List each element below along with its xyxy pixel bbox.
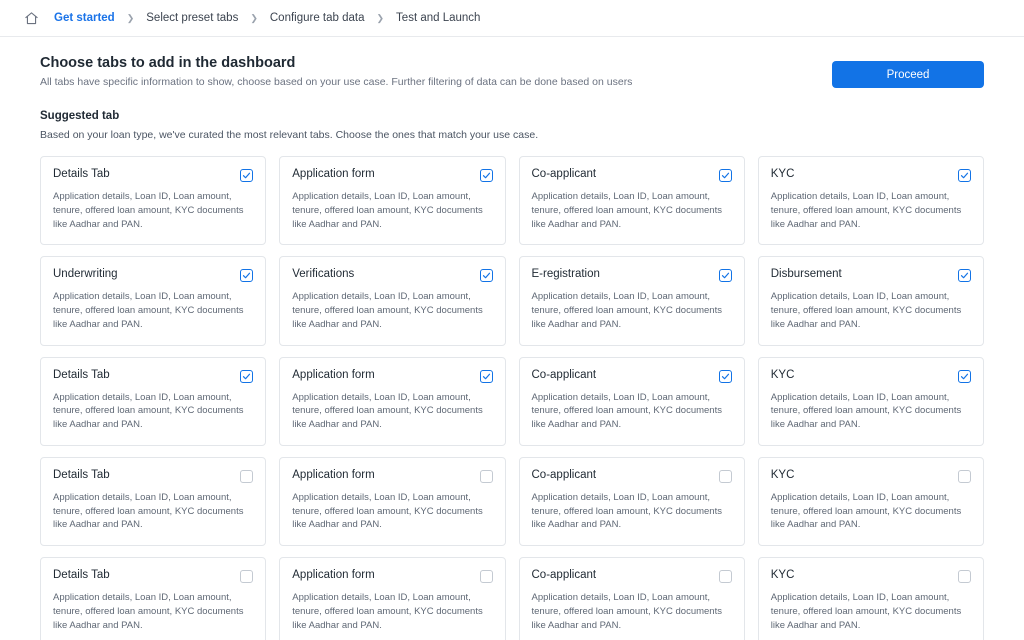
tab-card-title: Disbursement: [770, 268, 842, 281]
suggested-title: Suggested tab: [40, 110, 120, 122]
tab-card-title: Underwriting: [53, 268, 118, 281]
tab-card-header: [53, 469, 253, 483]
tab-card-checkbox[interactable]: [480, 570, 493, 583]
tab-card-checkbox[interactable]: [719, 470, 732, 483]
tab-card-checkbox[interactable]: [958, 370, 971, 383]
tab-card-description: Application details, Loan ID, Loan amount, tenure, offered loan amount, KYC documents like Aadhar and PAN.: [292, 592, 483, 631]
tab-card-description: Application details, Loan ID, Loan amount, tenure, offered loan amount, KYC documents like Aadhar and PAN.: [770, 391, 962, 431]
tab-card-checkbox[interactable]: [240, 269, 253, 282]
proceed-button[interactable]: Proceed: [832, 61, 984, 88]
tab-card-title: Application form: [292, 468, 375, 481]
tab-card-checkbox[interactable]: [958, 169, 971, 182]
home-icon[interactable]: [22, 9, 40, 27]
tab-card-description: Application details, Loan ID, Loan amount, tenure, offered loan amount, KYC documents like Aadhar and PAN.: [53, 391, 244, 431]
tab-card-checkbox[interactable]: [958, 470, 971, 483]
tab-card-title: KYC: [770, 569, 795, 582]
tab-card-header: [532, 369, 732, 383]
tab-card-header: [532, 168, 732, 182]
tab-card-checkbox[interactable]: [240, 570, 253, 583]
tab-card-grid: [40, 156, 984, 640]
tab-card-title: Co-applicant: [531, 168, 597, 180]
tab-card-title: KYC: [770, 168, 795, 180]
tab-card-checkbox[interactable]: [480, 269, 493, 282]
tab-card-description: Application details, Loan ID, Loan amount, tenure, offered loan amount, KYC documents like Aadhar and PAN.: [531, 592, 722, 631]
breadcrumb-item-configure-tab-data[interactable]: Configure tab data: [269, 12, 365, 24]
tab-card-description: Application details, Loan ID, Loan amount, tenure, offered loan amount, KYC documents like Aadhar and PAN.: [770, 191, 962, 230]
header-text-block: [40, 55, 632, 88]
tab-card-header: [53, 569, 253, 583]
tab-card-title: Co-applicant: [531, 368, 597, 381]
breadcrumb-item-select-preset-tabs[interactable]: Select preset tabs: [146, 12, 239, 24]
tab-card-title: KYC: [770, 468, 795, 481]
tab-card-header: [292, 168, 492, 182]
tab-card-checkbox[interactable]: [719, 169, 732, 182]
tab-card[interactable]: [279, 156, 505, 245]
tab-card-header: [292, 469, 492, 483]
page-header: [0, 37, 1024, 88]
tab-card-header: [771, 569, 971, 583]
tab-card-title: Details Tab: [53, 168, 110, 180]
page-subtitle: All tabs have specific information to show, choose based on your use case. Further filtering of data can be done based on users: [40, 76, 633, 88]
tab-card-description: Application details, Loan ID, Loan amount, tenure, offered loan amount, KYC documents like Aadhar and PAN.: [531, 391, 722, 431]
tab-card-header: [532, 268, 732, 282]
tab-card-title: Application form: [292, 368, 375, 381]
tab-card-header: [771, 268, 971, 282]
tab-card[interactable]: [758, 357, 984, 446]
tab-card-header: [532, 569, 732, 583]
tab-card[interactable]: [279, 457, 505, 546]
tab-card-header: [532, 469, 732, 483]
tab-card-title: Co-applicant: [531, 468, 597, 481]
suggested-section: [0, 88, 1024, 141]
breadcrumb-separator: ❯: [126, 12, 135, 23]
tab-card-title: Verifications: [292, 268, 355, 281]
tab-card-header: [53, 168, 253, 182]
tab-card[interactable]: [519, 156, 745, 245]
tab-card-description: Application details, Loan ID, Loan amount, tenure, offered loan amount, KYC documents like Aadhar and PAN.: [53, 491, 244, 531]
tab-card-title: Co-applicant: [531, 569, 597, 582]
tab-card-description: Application details, Loan ID, Loan amount, tenure, offered loan amount, KYC documents like Aadhar and PAN.: [770, 291, 962, 330]
tab-card[interactable]: [519, 357, 745, 446]
tab-card[interactable]: [40, 156, 266, 245]
tab-card-header: [53, 268, 253, 282]
breadcrumb-item-get-started[interactable]: Get started: [54, 12, 115, 24]
tab-card[interactable]: [519, 457, 745, 546]
tab-card-checkbox[interactable]: [240, 169, 253, 182]
suggested-subtitle: Based on your loan type, we've curated the most relevant tabs. Choose the ones that match your use case.: [40, 129, 539, 141]
tab-card-title: Details Tab: [53, 569, 110, 582]
tab-card-description: Application details, Loan ID, Loan amount, tenure, offered loan amount, KYC documents like Aadhar and PAN.: [531, 291, 722, 330]
tab-card-header: [771, 469, 971, 483]
tab-card-description: Application details, Loan ID, Loan amount, tenure, offered loan amount, KYC documents like Aadhar and PAN.: [531, 491, 722, 531]
tab-card[interactable]: [279, 557, 505, 640]
tab-card-description: Application details, Loan ID, Loan amount, tenure, offered loan amount, KYC documents like Aadhar and PAN.: [53, 191, 244, 230]
tab-card[interactable]: [519, 557, 745, 640]
tab-card-checkbox[interactable]: [240, 370, 253, 383]
breadcrumb: [0, 0, 1024, 37]
tab-card-checkbox[interactable]: [719, 370, 732, 383]
tab-card-description: Application details, Loan ID, Loan amount, tenure, offered loan amount, KYC documents like Aadhar and PAN.: [770, 592, 962, 631]
tab-card[interactable]: [519, 256, 745, 345]
tab-card-title: E-registration: [531, 268, 600, 281]
tab-card-header: [771, 369, 971, 383]
tab-card-checkbox[interactable]: [240, 470, 253, 483]
tab-card[interactable]: [279, 357, 505, 446]
tab-card-checkbox[interactable]: [480, 370, 493, 383]
tab-card-checkbox[interactable]: [958, 570, 971, 583]
tab-card-title: Details Tab: [53, 368, 110, 381]
tab-card-description: Application details, Loan ID, Loan amount, tenure, offered loan amount, KYC documents like Aadhar and PAN.: [531, 191, 722, 230]
tab-card-header: [292, 569, 492, 583]
tab-card-checkbox[interactable]: [958, 269, 971, 282]
tab-card[interactable]: [279, 256, 505, 345]
page-title: Choose tabs to add in the dashboard: [40, 55, 296, 71]
breadcrumb-separator: ❯: [376, 12, 385, 23]
tab-card-title: Application form: [292, 168, 375, 180]
tab-card-header: [53, 369, 253, 383]
tab-card-description: Application details, Loan ID, Loan amount, tenure, offered loan amount, KYC documents like Aadhar and PAN.: [292, 291, 483, 330]
tab-card[interactable]: [758, 256, 984, 345]
breadcrumb-separator: ❯: [250, 12, 258, 23]
tab-card[interactable]: [758, 457, 984, 546]
tab-card[interactable]: [40, 357, 266, 446]
tab-card-header: [771, 168, 971, 182]
breadcrumb-item-test-and-launch[interactable]: Test and Launch: [396, 12, 481, 24]
tab-card[interactable]: [40, 557, 266, 640]
tab-card-checkbox[interactable]: [480, 169, 493, 182]
tab-card-description: Application details, Loan ID, Loan amount, tenure, offered loan amount, KYC documents like Aadhar and PAN.: [53, 291, 244, 330]
tab-card-checkbox[interactable]: [480, 470, 493, 483]
tab-card[interactable]: [40, 457, 266, 546]
tab-card-title: KYC: [770, 368, 795, 381]
tab-card-description: Application details, Loan ID, Loan amount, tenure, offered loan amount, KYC documents like Aadhar and PAN.: [292, 491, 483, 531]
tab-card-header: [292, 268, 492, 282]
tab-card-header: [292, 369, 492, 383]
tab-card-description: Application details, Loan ID, Loan amount, tenure, offered loan amount, KYC documents like Aadhar and PAN.: [292, 391, 483, 431]
tab-card-checkbox[interactable]: [719, 570, 732, 583]
tab-card-title: Application form: [292, 569, 375, 582]
tab-card-description: Application details, Loan ID, Loan amount, tenure, offered loan amount, KYC documents like Aadhar and PAN.: [53, 592, 244, 631]
tab-card[interactable]: [758, 557, 984, 640]
tab-card-checkbox[interactable]: [719, 269, 732, 282]
tab-card-description: Application details, Loan ID, Loan amount, tenure, offered loan amount, KYC documents like Aadhar and PAN.: [292, 191, 483, 230]
tab-card[interactable]: [758, 156, 984, 245]
tab-card-title: Details Tab: [53, 468, 110, 481]
tab-card-description: Application details, Loan ID, Loan amount, tenure, offered loan amount, KYC documents like Aadhar and PAN.: [770, 491, 962, 531]
tab-card[interactable]: [40, 256, 266, 345]
